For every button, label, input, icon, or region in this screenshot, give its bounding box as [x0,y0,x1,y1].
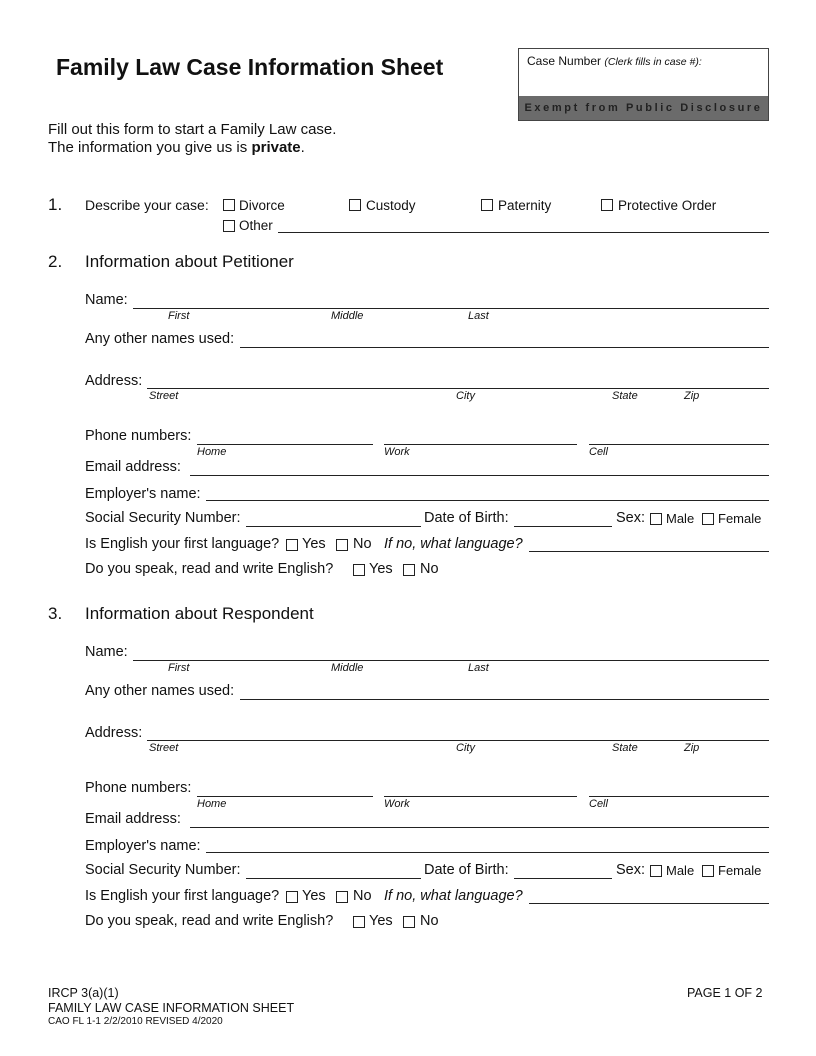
petitioner-email-label: Email address: [85,459,181,475]
other-label: Other [239,218,273,233]
respondent-name-field[interactable] [133,660,769,661]
respondent-address-label: Address: [85,725,143,741]
petitioner-if-no-label: If no, what language? [384,536,523,552]
petitioner-dob-field[interactable] [514,526,612,527]
case-number-label [527,54,702,68]
respondent-home-phone-field[interactable] [197,796,373,797]
petitioner-employer-label: Employer's name: [85,486,201,502]
section-2-number: 2. [48,252,63,271]
paternity-checkbox[interactable] [481,199,493,211]
petitioner-male-checkbox[interactable] [650,513,662,525]
respondent-first-sublabel: First [168,662,190,674]
petitioner-sex-label: Sex: [616,510,646,526]
footer-rule: IRCP 3(a)(1) [48,986,119,1000]
petitioner-female-checkbox[interactable] [702,513,714,525]
respondent-cell-sublabel: Cell [589,798,608,810]
respondent-ssn-label: Social Security Number: [85,862,241,878]
petitioner-work-phone-field[interactable] [384,444,577,445]
petitioner-name-field[interactable] [133,308,769,309]
respondent-male-label: Male [666,863,695,878]
custody-checkbox[interactable] [349,199,361,211]
respondent-dob-field[interactable] [514,878,612,879]
respondent-phone-label: Phone numbers: [85,780,192,796]
section-3-heading: Information about Respondent [85,604,314,623]
respondent-email-label: Email address: [85,811,181,827]
respondent-speak-english-label: Do you speak, read and write English? [85,913,334,929]
petitioner-employer-field[interactable] [206,500,769,501]
respondent-speak-english-no-checkbox[interactable] [403,916,415,928]
respondent-work-phone-field[interactable] [384,796,577,797]
respondent-other-names-label: Any other names used: [85,683,235,699]
petitioner-home-phone-field[interactable] [197,444,373,445]
divorce-label: Divorce [239,198,285,213]
paternity-label: Paternity [498,198,552,213]
intro-line-2 [48,139,305,156]
intro-line-1: Fill out this form to start a Family Law case. [48,121,337,138]
petitioner-cell-phone-field[interactable] [589,444,769,445]
respondent-english-first-yes-label: Yes [302,888,326,904]
respondent-dob-label: Date of Birth: [424,862,509,878]
divorce-checkbox[interactable] [223,199,235,211]
respondent-if-no-label: If no, what language? [384,888,523,904]
petitioner-first-sublabel: First [168,310,190,322]
petitioner-city-sublabel: City [456,390,475,402]
intro-line-2-suffix: . [300,139,305,156]
respondent-home-sublabel: Home [197,798,227,810]
page-title: Family Law Case Information Sheet [56,54,444,80]
petitioner-address-field[interactable] [147,388,769,389]
petitioner-other-names-label: Any other names used: [85,331,235,347]
respondent-english-first-no-checkbox[interactable] [336,891,348,903]
respondent-speak-english-yes-checkbox[interactable] [353,916,365,928]
petitioner-male-label: Male [666,511,695,526]
other-case-type-field[interactable] [278,232,769,233]
respondent-middle-sublabel: Middle [331,662,364,674]
petitioner-ssn-field[interactable] [246,526,421,527]
petitioner-english-first-no-label: No [353,536,372,552]
respondent-street-sublabel: Street [149,742,179,754]
petitioner-zip-sublabel: Zip [684,390,700,402]
petitioner-dob-label: Date of Birth: [424,510,509,526]
footer-form-code: CAO FL 1-1 2/2/2010 REVISED 4/2020 [48,1016,223,1027]
protective-order-label: Protective Order [618,198,717,213]
exempt-banner [519,96,768,120]
respondent-female-checkbox[interactable] [702,865,714,877]
respondent-ssn-field[interactable] [246,878,421,879]
case-type-prompt: Describe your case: [85,197,209,213]
respondent-speak-english-yes-label: Yes [369,913,393,929]
respondent-state-sublabel: State [612,742,638,754]
petitioner-speak-english-label: Do you speak, read and write English? [85,561,334,577]
section-1-number: 1. [48,195,63,214]
petitioner-speak-english-no-label: No [420,561,439,577]
protective-order-checkbox[interactable] [601,199,613,211]
respondent-city-sublabel: City [456,742,475,754]
petitioner-english-first-no-checkbox[interactable] [336,539,348,551]
respondent-name-label: Name: [85,644,128,660]
petitioner-speak-english-yes-checkbox[interactable] [353,564,365,576]
section-2-heading: Information about Petitioner [85,252,294,271]
petitioner-state-sublabel: State [612,390,638,402]
respondent-english-first-yes-checkbox[interactable] [286,891,298,903]
respondent-language-field[interactable] [529,903,769,904]
intro-line-2-prefix: The information you give us is [48,139,252,156]
respondent-employer-label: Employer's name: [85,838,201,854]
respondent-work-sublabel: Work [384,798,410,810]
petitioner-middle-sublabel: Middle [331,310,364,322]
petitioner-female-label: Female [718,511,762,526]
petitioner-english-first-label: Is English your first language? [85,536,280,552]
custody-label: Custody [366,198,416,213]
petitioner-english-first-yes-label: Yes [302,536,326,552]
petitioner-language-field[interactable] [529,551,769,552]
respondent-female-label: Female [718,863,762,878]
respondent-english-first-no-label: No [353,888,372,904]
respondent-english-first-label: Is English your first language? [85,888,280,904]
respondent-sex-label: Sex: [616,862,646,878]
petitioner-english-first-yes-checkbox[interactable] [286,539,298,551]
respondent-email-field[interactable] [190,827,769,828]
petitioner-address-label: Address: [85,373,143,389]
respondent-address-field[interactable] [147,740,769,741]
petitioner-cell-sublabel: Cell [589,446,608,458]
petitioner-street-sublabel: Street [149,390,179,402]
respondent-zip-sublabel: Zip [684,742,700,754]
intro-private-word: private [251,139,301,156]
petitioner-phone-label: Phone numbers: [85,428,192,444]
section-3-number: 3. [48,604,63,623]
case-number-note: (Clerk fills in case #): [604,56,702,68]
case-number-box[interactable] [518,48,769,121]
petitioner-last-sublabel: Last [468,310,489,322]
petitioner-speak-english-yes-label: Yes [369,561,393,577]
respondent-other-names-field[interactable] [240,699,769,700]
footer-page-number: PAGE 1 OF 2 [687,986,763,1000]
petitioner-other-names-field[interactable] [240,347,769,348]
petitioner-work-sublabel: Work [384,446,410,458]
other-checkbox[interactable] [223,220,235,232]
petitioner-name-label: Name: [85,292,128,308]
respondent-male-checkbox[interactable] [650,865,662,877]
footer-form-name: FAMILY LAW CASE INFORMATION SHEET [48,1001,295,1015]
petitioner-home-sublabel: Home [197,446,227,458]
case-number-label-text: Case Number [527,54,602,68]
respondent-speak-english-no-label: No [420,913,439,929]
petitioner-email-field[interactable] [190,475,769,476]
petitioner-speak-english-no-checkbox[interactable] [403,564,415,576]
petitioner-ssn-label: Social Security Number: [85,510,241,526]
respondent-last-sublabel: Last [468,662,489,674]
exempt-banner-text: Exempt from Public Disclosure [524,102,763,114]
respondent-employer-field[interactable] [206,852,769,853]
respondent-cell-phone-field[interactable] [589,796,769,797]
